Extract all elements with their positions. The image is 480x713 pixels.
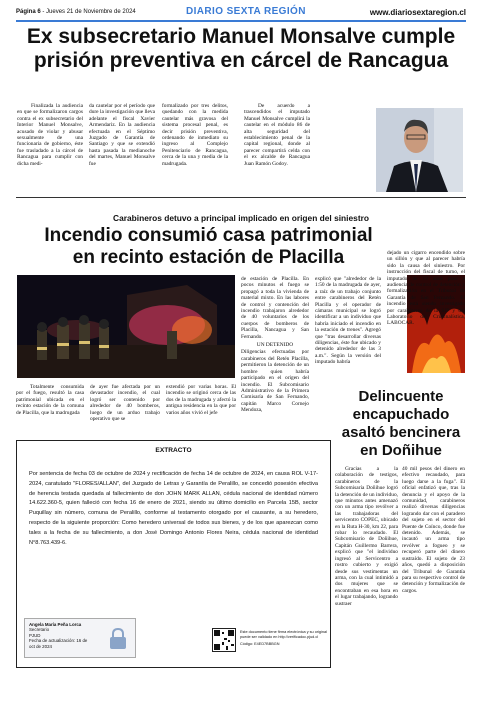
- article2-col-b: explicó que "alrededor de la 1:50 de la madrugada de ayer, a raíz de un trabajo conjunto entre carabineros del Retén Placilla y el operador de cámaras municipal se logró identificar a un individuo que habría iniciado el incendio en la estación de trenes". Agregó que "tras desarrollar diversas diligencias, éste fue ubicado y detenido alrededor de las 3 a.m.". Según la versión del imputado habría: [315, 276, 381, 366]
- article3-col1: Gracias a la colaboración de testigos, carabineros de la Subcomisaría Doñihue logró la detención de un individuo, que minutos antes amenazó con un arma tipo revólver a las trabajadoras del servicentro COPEC, ubicado en la Ruta H-30, km 22, para robar lo recaudado. El Subcomisario de Doñihue, Capitán Guillermo Barrera, explicó que "el individuo ingresó al Servicentro a rostro cubierto y exigió desde sus vestimentas un arma, con la cual intimidó a dos mujeres que se encontraban en esa hora en el lugar trabajando, logrando sustraer: [335, 466, 398, 607]
- article2-bottom3: extendió por varias horas. El incendio se originó cerca de las dos de la madrugada y afectó la antigua residencia en la que por varios años vivió el jefe: [166, 384, 236, 416]
- newspaper-name: DIARIO SEXTA REGIÓN: [186, 6, 306, 17]
- qr-code: [212, 628, 236, 652]
- article1-col4: De acuerdo a trascendidos el imputado Manuel Monsalve cumplirá la cautelar en el módulo 86 de alta seguridad del establecimiento penal de la capital regional, donde al parecer compartirá celda con el ex alcalde de Rancagua Juan Ramón Godoy.: [244, 103, 310, 167]
- article2-col-c-text: dejado un cigarro encendido sobre un sillón y que al parecer habría sido la causa del siniestro. Por instrucción del fiscal de turno, el imputado de 19 años pasó a audiencia de control de detención y formalización en el Tribunal de Garantía de San Fernando. El incendio está siendo investigado por carabineros de la SIP y del Laboratorio de Criminalística, LABOCAR.: [387, 250, 465, 327]
- monsalve-photo: [376, 108, 463, 192]
- qr-note: Este documento tiene firma electrónica y su original puede ser validado en http://verificadoc.pjud.cl Código: E4ED7BBBGN: [240, 630, 327, 647]
- signer-note: Fecha de actualización: 16 de oct de 2024: [29, 638, 88, 649]
- article1-col3: formalizado por tres delitos, quedando con la medida cautelar más gravosa del sistema procesal penal, es decir prisión preventiva, ordenando de inmediato su ingreso al Complejo Penitenciario de Rancagua, cerca de la una y media de la madrugada.: [162, 103, 228, 167]
- article1-headline: Ex subsecretario Manuel Monsalve cumple prisión preventiva en cárcel de Rancagua: [26, 25, 456, 72]
- article2-headline: Incendio consumió casa patrimonial en recinto estación de Placilla: [44, 225, 373, 268]
- fire-scene-photo: [17, 275, 235, 378]
- signature-stamp: [24, 618, 136, 658]
- article1-col2: da cautelar por el período que dure la investigación que lleva adelante el fiscal Xavier Armendariz. En la audiencia efectuada en el Séptimo Juzgado de Garantía de Santiago y que se extendió hasta pasada la medianoche del martes, Manuel Monsalve fue: [89, 103, 155, 167]
- article2-bottom2: de ayer fue afectada por un devastador incendio, el cual logró ser contenido por alrededor de 40 bomberos, luego de un arduo trabajo operativo que se: [90, 384, 160, 423]
- page-header: [16, 6, 466, 20]
- extracto-body: Por sentencia de fecha 03 de octubre de 2024 y rectificación de fecha 14 de octubre de 2024, en causa ROL V-17-2024, caratulado "FLORES/ALLAN", del Juzgado de Letras y Garantía de Peralillo, se concedió posesión efectiva de herencia testada quedada al fallecimiento de don JOHN MARK ALLAN, cédula nacional de identidad número 14.622.360-5, quien falleció con fecha 16 de enero de 2021, siendo su último domicilio en Parcela 15B, sector Puquillay sin número, comuna de Peralillo, conforme al testamento otorgado por el causante, a su heredero, respecto de la siguiente proporción: Como heredero universal de todos sus bienes, y de los que aparezcan como tales a la fecha de su fallecimiento, a don José Domingo Antonio Flores Neira, cédula nacional de identidad N°8.763.439-6.: [29, 471, 318, 546]
- article3-headline: Delincuente encapuchado asaltó bencinera en Doñihue: [341, 388, 461, 459]
- section-divider-1: [16, 197, 466, 198]
- signer-name: Angela María Peña Lorca: [29, 622, 82, 627]
- article3-col2: 40 mil pesos del dinero en efectivo recaudado, para luego darse a la fuga". El oficial enfatizó que, tras la denuncia y el apoyo de la comunidad, carabineros realizó diversas diligencias logrando dar con el paradero del sujeto en el sector del Puente de Coínco, donde fue detenido. Además, se incautó un arma tipo revólver a fogueo y se recuperó parte del dinero sustraído. El sujeto de 23 años, quedó a disposición del Tribunal de Garantía para su respectivo control de detención y formalización de cargos.: [402, 466, 465, 594]
- article1-col1: Finalizada la audiencia en que se formalizaron cargos contra el ex subsecretario del Interior Manuel Monsalve, acusado de violar y abusar sexualmente de una funcionaria de gobierno, éste fue trasladado a la cárcel de Rancagua para cumplir con dicha medi-: [17, 103, 83, 167]
- signer-role: Secretario: [29, 627, 50, 633]
- article2-col-a: de estación de Placilla. En pocos minutos el fuego se propagó a toda la vivienda de material mixto. En las labores de control y contención del incendio trabajaron alrededor de 40 voluntarios de los cuerpos de bomberos de Placilla, Nancagua y San Fernando. UN DETENIDO Diligencias efectuadas por carabineros del Retén Placilla, permitieron la detención de un hombre quien habría participado en el origen del incendio. El Subcomisario Administrativo de la Primera Comisaría de San Fernando, capitán Marco Cornejo Mendoza,: [241, 276, 309, 414]
- lock-icon: [107, 627, 129, 651]
- signer-place: PJUD: [29, 632, 41, 638]
- extracto-title: EXTRACTO: [155, 447, 192, 454]
- website-label: www.diariosextaregion.cl: [369, 8, 466, 17]
- article2-bottom1: Totalmente consumida por el fuego, resultó la casa patrimonial ubicada en el recinto estación de la comuna de Placilla, que la madrugada: [16, 384, 84, 416]
- header-rule: [16, 20, 466, 22]
- page-date-label: Página 6 - Jueves 21 de Noviembre de 2024: [16, 9, 136, 15]
- article2-kicker: Carabineros detuvo a principal implicado en origen del siniestro: [113, 213, 369, 223]
